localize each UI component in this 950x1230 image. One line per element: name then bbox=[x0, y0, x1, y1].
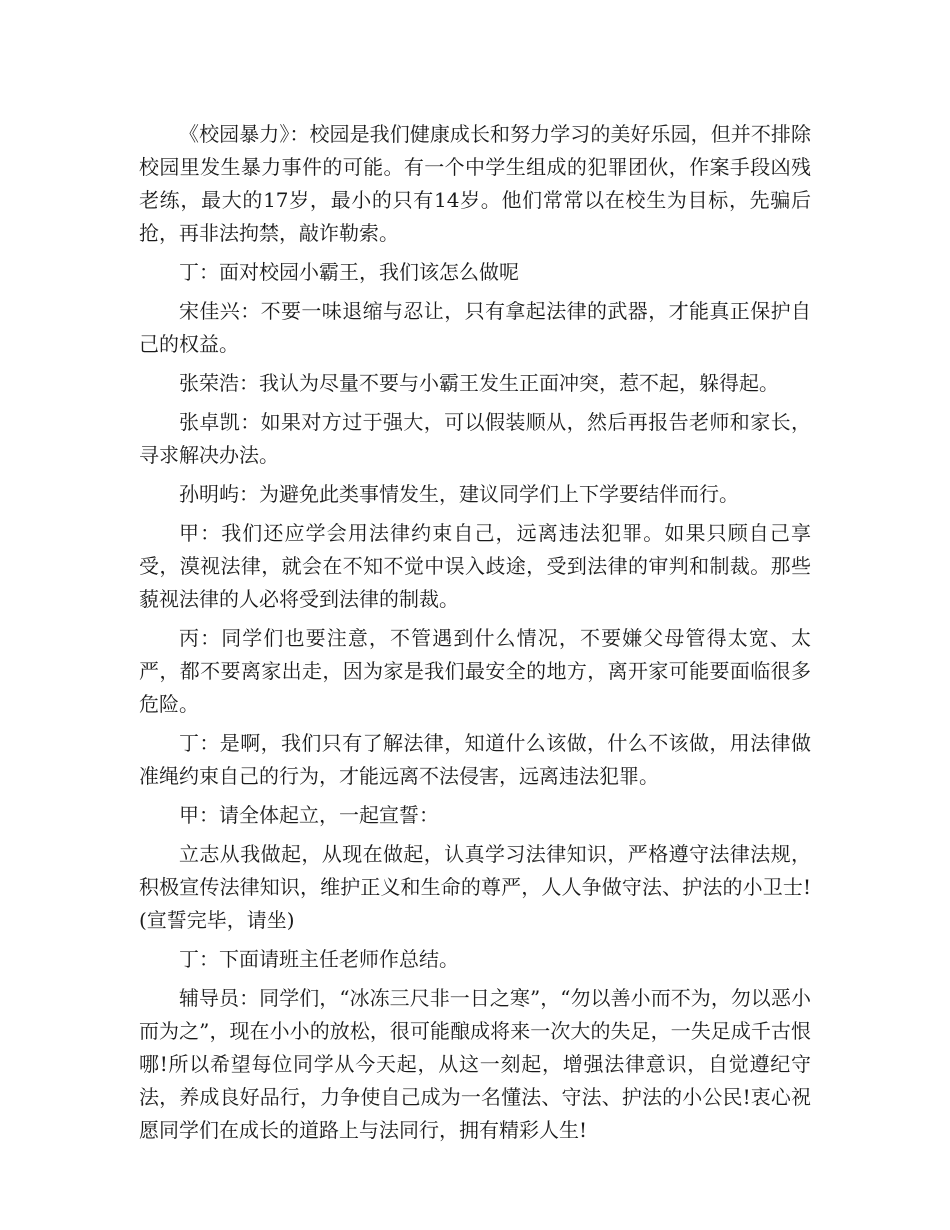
paragraph-zhang-ronghao: 张荣浩：我认为尽量不要与小霸王发生正面冲突，惹不起，躲得起。 bbox=[179, 371, 779, 395]
paragraph-school-violence-intro: 《校园暴力》：校园是我们健康成长和努力学习的美好乐园，但并不排除校园里发生暴力事件的可能。有一个中学生组成的犯罪团伙，作案手段凶残老练，最大的17岁，最小的只有14岁。他们常常以在校生为目标，先骗后抢，再非法拘禁，敲诈勒索。 bbox=[139, 122, 811, 245]
paragraph-ding-summary-call: 丁：下面请班主任老师作总结。 bbox=[179, 947, 459, 971]
paragraph-song-jiaxing: 宋佳兴：不要一味退缩与忍让，只有拿起法律的武器，才能真正保护自己的权益。 bbox=[139, 299, 811, 356]
paragraph-bing-home: 丙：同学们也要注意，不管遇到什么情况，不要嫌父母管得太宽、太严，都不要离家出走，因为家是我们最安全的地方，离开家可能要面临很多危险。 bbox=[139, 626, 811, 716]
document-body bbox=[139, 118, 811, 1153]
paragraph-oath: 立志从我做起，从现在做起，认真学习法律知识，严格遵守法律法规，积极宣传法律知识，维护正义和生命的尊严，人人争做守法、护法的小卫士!(宣誓完毕，请坐) bbox=[139, 842, 811, 932]
paragraph-jia-law: 甲：我们还应学会用法律约束自己，远离违法犯罪。如果只顾自己享受，漠视法律，就会在不知不觉中误入歧途，受到法律的审判和制裁。那些藐视法律的人必将受到法律的制裁。 bbox=[139, 521, 811, 611]
paragraph-zhang-zhuokai: 张卓凯：如果对方过于强大，可以假装顺从，然后再报告老师和家长，寻求解决办法。 bbox=[139, 410, 811, 467]
paragraph-counselor-summary: 辅导员：同学们，“冰冻三尺非一日之寒”，“勿以善小而不为，勿以恶小而为之”，现在小小的放松，很可能酿成将来一次大的失足，一失足成千古恨哪!所以希望每位同学从今天起，从这一刻起，增强法律意识，自觉遵纪守法，养成良好品行，力争使自己成为一名懂法、守法、护法的小公民!衷心祝愿同学们在成长的道路上与法同行，拥有精彩人生! bbox=[139, 986, 811, 1142]
paragraph-ding-understand-law: 丁：是啊，我们只有了解法律，知道什么该做，什么不该做，用法律做准绳约束自己的行为，才能远离不法侵害，远离违法犯罪。 bbox=[139, 731, 811, 788]
paragraph-ding-question: 丁：面对校园小霸王，我们该怎么做呢 bbox=[179, 260, 519, 284]
paragraph-sun-mingyu: 孙明屿：为避免此类事情发生，建议同学们上下学要结伴而行。 bbox=[179, 482, 739, 506]
paragraph-jia-oath-call: 甲：请全体起立，一起宣誓： bbox=[179, 803, 439, 827]
